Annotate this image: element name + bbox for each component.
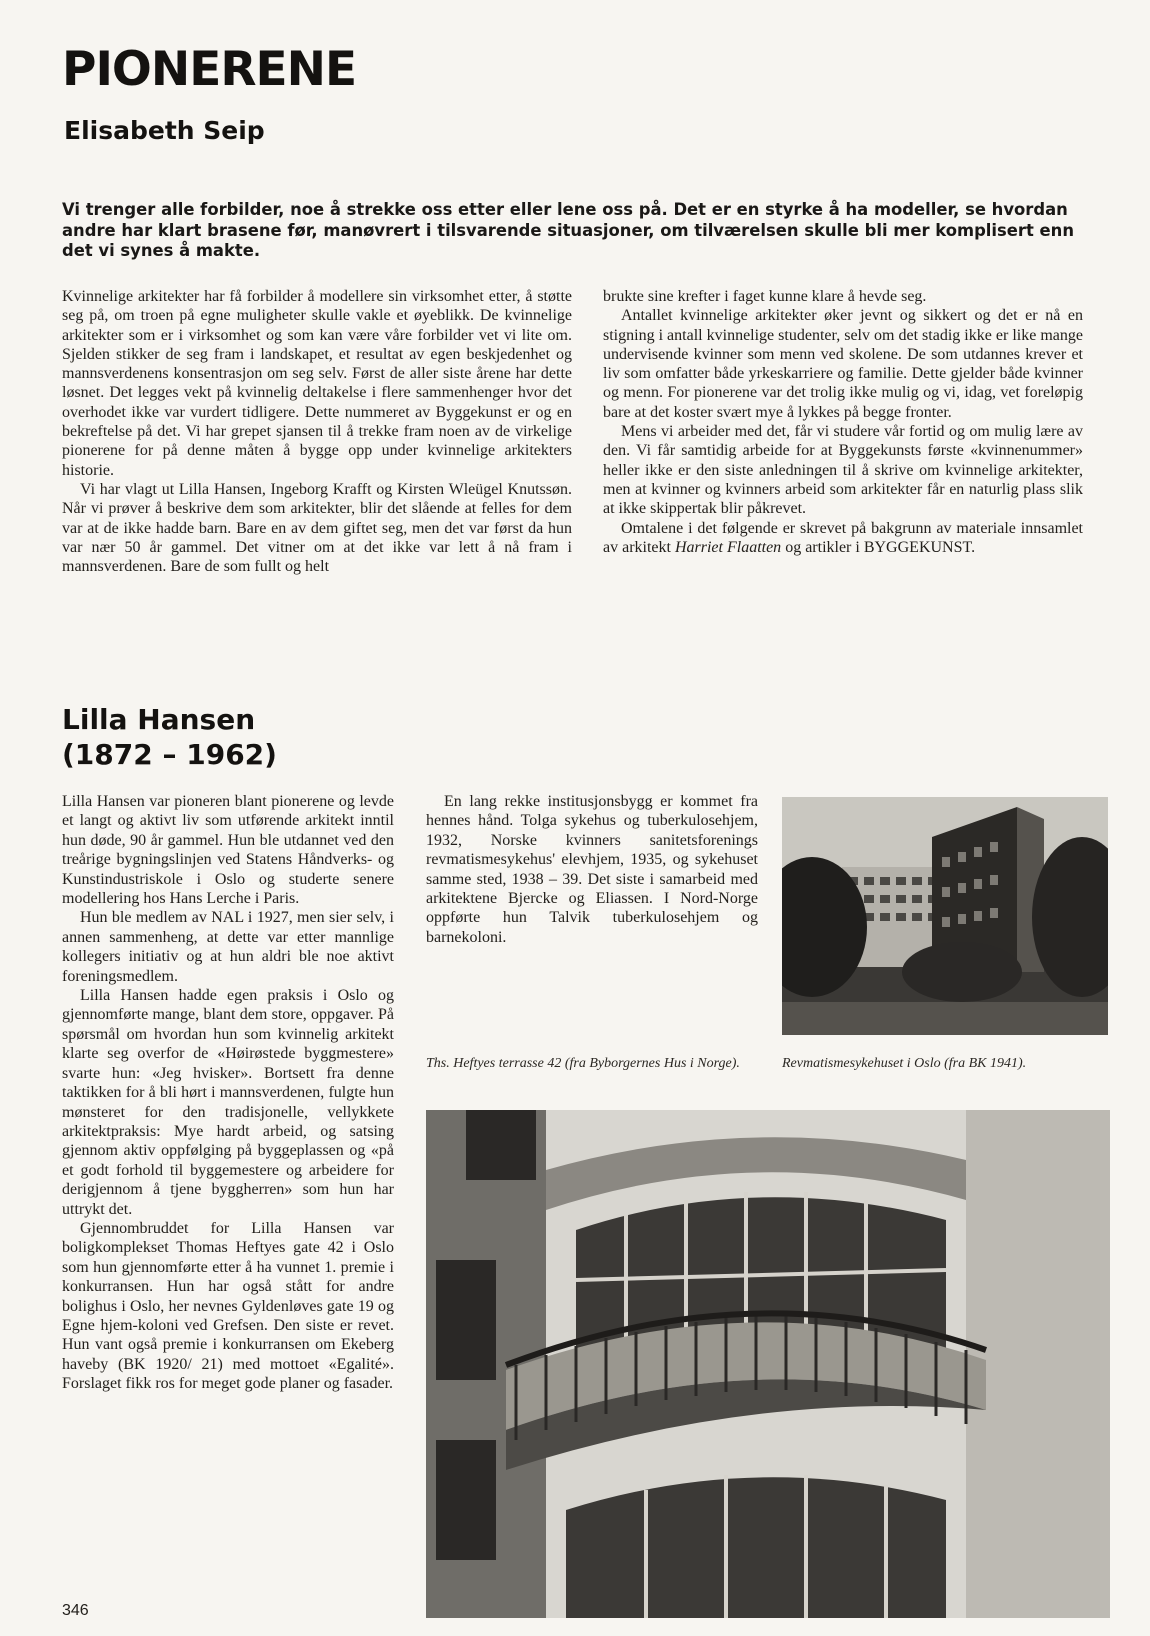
section-paragraph: Lilla Hansen hadde egen praksis i Oslo og gjennomførte mange, blant dem store, oppgaver. På spørsmål om hvordan hun som kvinnelig arkitekt klarte seg overfor de «Høirøstede byggmestere» svarte hun: «Jeg hvisker». Bortsett fra denne taktikken for å bli hørt i mannsverdenen, fulgte hun mønsteret for den tradisjonelle, vellykkete arkitektpraksis: Mye hardt arbeid, og satsing gjennom aktiv oppfølging på byggeplassen og «på et godt forhold til byggemestere og arbeidere for derigjennom å tjene byggherren» som hun har uttrykt det.	[62, 987, 394, 1218]
balcony-photo	[426, 1110, 1110, 1618]
text-run: Omtalene i det følgende er skrevet på bakgrunn av materiale innsamlet av arkitekt	[603, 519, 1083, 556]
section-paragraph: Gjennombruddet for Lilla Hansen var boligkomplekset Thomas Heftyes gate 42 i Oslo som hun gjennomførte etter å ha vunnet 1. premie i konkurransen. Hun har også stått for andre bolighus i Oslo, her nevnes Gyldenløves gate 19 og Egne hjem-koloni ved Grefsen. Den siste er revet. Hun vant også premie i konkurransen om Ekeberg haveby (BK 1920/ 21) med mottoet «Egalité». Forslaget fikk ros for meget gode planer og fasader.	[62, 1219, 394, 1393]
section-column-left	[62, 792, 394, 1394]
intro-paragraph: brukte sine krefter i faget kunne klare å hevde seg.	[603, 288, 927, 305]
intro-paragraph	[603, 519, 1083, 558]
hospital-photo-caption: Revmatismesykehuset i Oslo (fra BK 1941).	[782, 1056, 1027, 1071]
section-paragraph: Lilla Hansen var pioneren blant pionerene og levde et langt og aktivt liv som utførende arkitekt inntil hun døde, 90 år gammel. Hun ble utdannet ved den treårige bygningslinjen ved Statens Håndverks- og Kunstindustriskole i Oslo og studerte senere modellering hos Hans Lerche i Paris.	[62, 793, 394, 908]
text-run: og artikler i BYGGEKUNST.	[781, 538, 976, 556]
intro-column-left	[62, 287, 572, 576]
intro-paragraph: Antallet kvinnelige arkitekter øker jevnt og sikkert og det er nå en stigning i antall kvinnelige studenter, selv om det stadig ikke er like mange undervisende kvinner som menn ved skolene. De som utdannes krever et liv som omfatter både yrkeskarriere og familie. Dette gjelder både kvinner og menn. For pionerene var det trolig ikke mulig og vi, idag, vet foreløpig bare at det koster svært mye å lykkes på begge fronter.	[603, 307, 1083, 421]
intro-column-right	[603, 287, 1083, 557]
page-number: 346	[62, 1602, 89, 1619]
section-heading	[62, 702, 277, 772]
architect-name: Harriet Flaatten	[674, 538, 782, 556]
section-years: (1872 – 1962)	[62, 738, 277, 771]
section-name: Lilla Hansen	[62, 703, 256, 736]
intro-paragraph: Kvinnelige arkitekter har få forbilder å modellere sin virksomhet etter, å støtte seg på, om troen på egne muligheter skulle vakle et øyeblikk. De kvinnelige arkitekter som er i virksomhet og som kan være våre forbilder vet vi lite om. Sjelden stikker de seg fram i landskapet, et resultat av egen beskjedenhet og mannsverdenens konsentrasjon om seg selv. Først de aller siste årene har dette løsnet. Det legges vekt på kvinnelig deltakelse i flere sammenhenger hvor det overhodet ikke var vurdert tidligere. Dette nummeret av Byggekunst er og en bekreftelse på det. Vi har grepet sjansen til å trekke fram noen av de virkelige pionerene for på denne måten å bygge opp under kvinnelige arkitekters historie.	[62, 288, 572, 479]
hospital-photo-graphic	[782, 797, 1108, 1035]
lead-paragraph: Vi trenger alle forbilder, noe å strekke oss etter eller lene oss på. Det er en styrke å ha modeller, se hvordan andre har klart brasene før, manøvrert i tilsvarende situasjoner, om tilværelsen skulle bli mer komplisert enn det vi synes å makte.	[62, 200, 1074, 260]
balcony-photo-graphic	[426, 1110, 1110, 1618]
section-column-middle	[426, 792, 758, 947]
section-paragraph: Hun ble medlem av NAL i 1927, men sier selv, i annen sammenheng, at dette var etter mannlige kollegers initiativ og at hun aldri ble noe aktivt foreningsmedlem.	[62, 909, 394, 985]
page-title: PIONERENE	[62, 42, 357, 97]
intro-paragraph: Mens vi arbeider med det, får vi studere vår fortid og om mulig lære av den. Vi får samtidig arbeide for at Byggekunsts første «kvinnenummer» heller ikke er den siste anledningen til å skrive om kvinnelige arkitekter, men at kvinner og kvinners arbeid som arkitekter får en naturlig plass slik at ikke skippertak blir påkrevet.	[603, 423, 1083, 518]
section-paragraph: En lang rekke institusjonsbygg er kommet fra hennes hånd. Tolga sykehus og tuberkulosehjem, 1932, Norske kvinners sanitetsforenings revmatismesykehus' elevhjem, 1935, og sykehuset samme sted, 1938 – 39. Det siste i samarbeid med arkitektene Bjercke og Eliassen. I Nord-Norge oppførte hun Talvik tuberkulosehjem og barnekoloni.	[426, 793, 758, 946]
balcony-photo-caption: Ths. Heftyes terrasse 42 (fra Byborgernes Hus i Norge).	[426, 1056, 740, 1071]
hospital-photo	[782, 797, 1108, 1035]
intro-paragraph: Vi har vlagt ut Lilla Hansen, Ingeborg Krafft og Kirsten Wleügel Knutssøn. Når vi prøver å beskrive dem som arkitekter, blir det slående at felles for dem var at de ikke hadde barn. Bare en av dem giftet seg, men det var først da hun var nær 50 år gammel. Det vitner om at det ikke var lett å nå fram i mannsverdenen. Bare de som fullt og helt	[62, 480, 572, 576]
author-name: Elisabeth Seip	[64, 116, 265, 145]
